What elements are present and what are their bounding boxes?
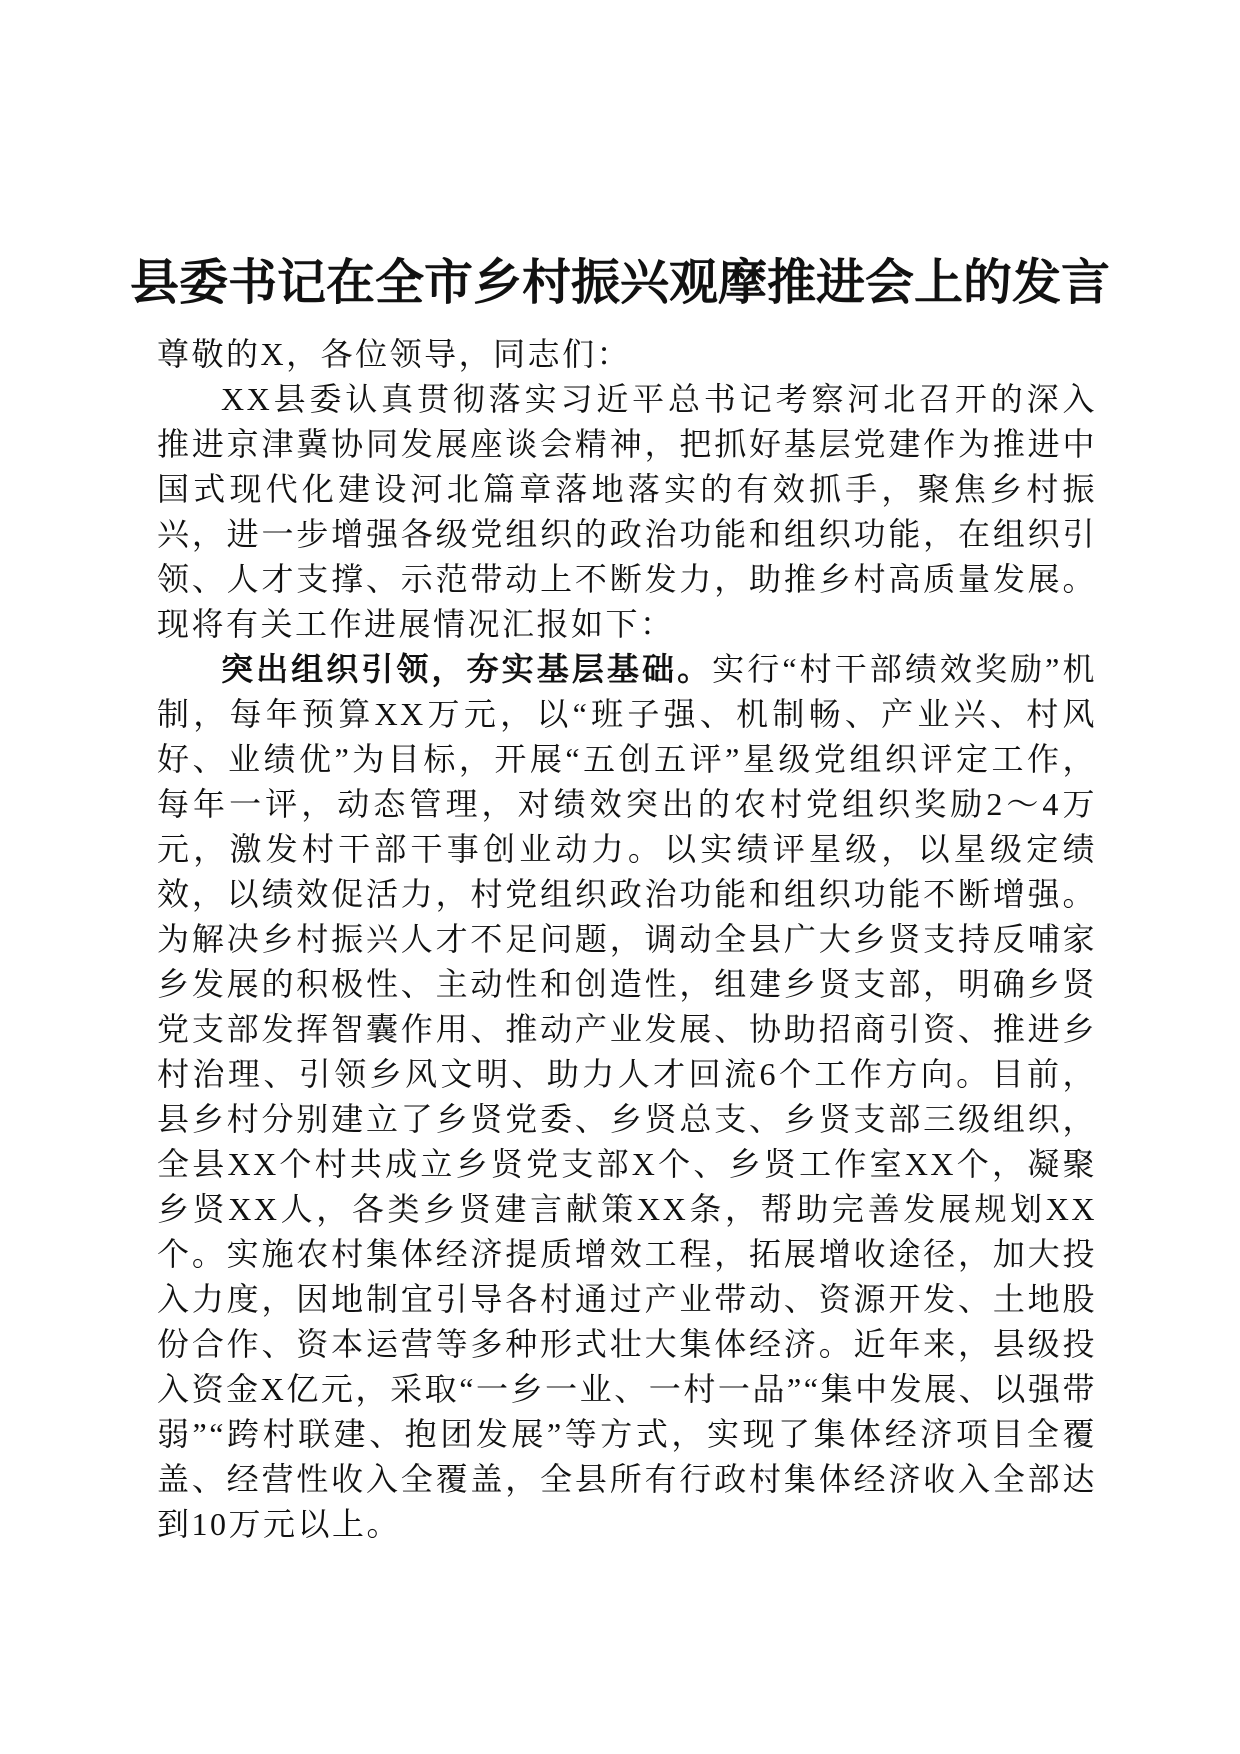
section-1-body: 实行“村干部绩效奖励”机制，每年预算XX万元，以“班子强、机制畅、产业兴、村风好、业绩优”为目标，开展“五创五评”星级党组织评定工作，每年一评，动态管理，对绩效突出的农村党组织奖励2～4万元，激发村干部干事创业动力。以实绩评星级，以星级定绩效，以绩效促活力，村党组织政治功能和组织功能不断增强。为解决乡村振兴人才不足问题，调动全县广大乡贤支持反哺家乡发展的积极性、主动性和创造性，组建乡贤支部，明确乡贤党支部发挥智囊作用、推动产业发展、协助招商引资、推进乡村治理、引领乡风文明、助力人才回流6个工作方向。目前，县乡村分别建立了乡贤党委、乡贤总支、乡贤支部三级组织，全县XX个村共成立乡贤党支部X个、乡贤工作室XX个，凝聚乡贤XX人，各类乡贤建言献策XX条，帮助完善发展规划XX个。实施农村集体经济提质增效工程，拓展增收途径，加大投入力度，因地制宜引导各村通过产业带动、资源开发、土地股份合作、资本运营等多种形式壮大集体经济。近年来，县级投入资金X亿元，采取“一乡一业、一村一品”“集中发展、以强带弱”“跨村联建、抱团发展”等方式，实现了集体经济项目全覆盖、经营性收入全覆盖，全县所有行政村集体经济收入全部达到10万元以上。 <box>157 651 1097 1542</box>
document-body <box>157 332 1097 1547</box>
section-1-heading: 突出组织引领，夯实基层基础。 <box>221 650 713 688</box>
section-1-paragraph <box>157 647 1097 1547</box>
document-title: 县委书记在全市乡村振兴观摩推进会上的发言 <box>129 253 1110 311</box>
salutation: 尊敬的X，各位领导，同志们： <box>157 336 632 372</box>
intro-paragraph: XX县委认真贯彻落实习近平总书记考察河北召开的深入推进京津冀协同发展座谈会精神，把抓好基层党建作为推进中国式现代化建设河北篇章落地落实的有效抓手，聚焦乡村振兴，进一步增强各级党组织的政治功能和组织功能，在组织引领、人才支撑、示范带动上不断发力，助推乡村高质量发展。现将有关工作进展情况汇报如下： <box>157 381 1097 642</box>
